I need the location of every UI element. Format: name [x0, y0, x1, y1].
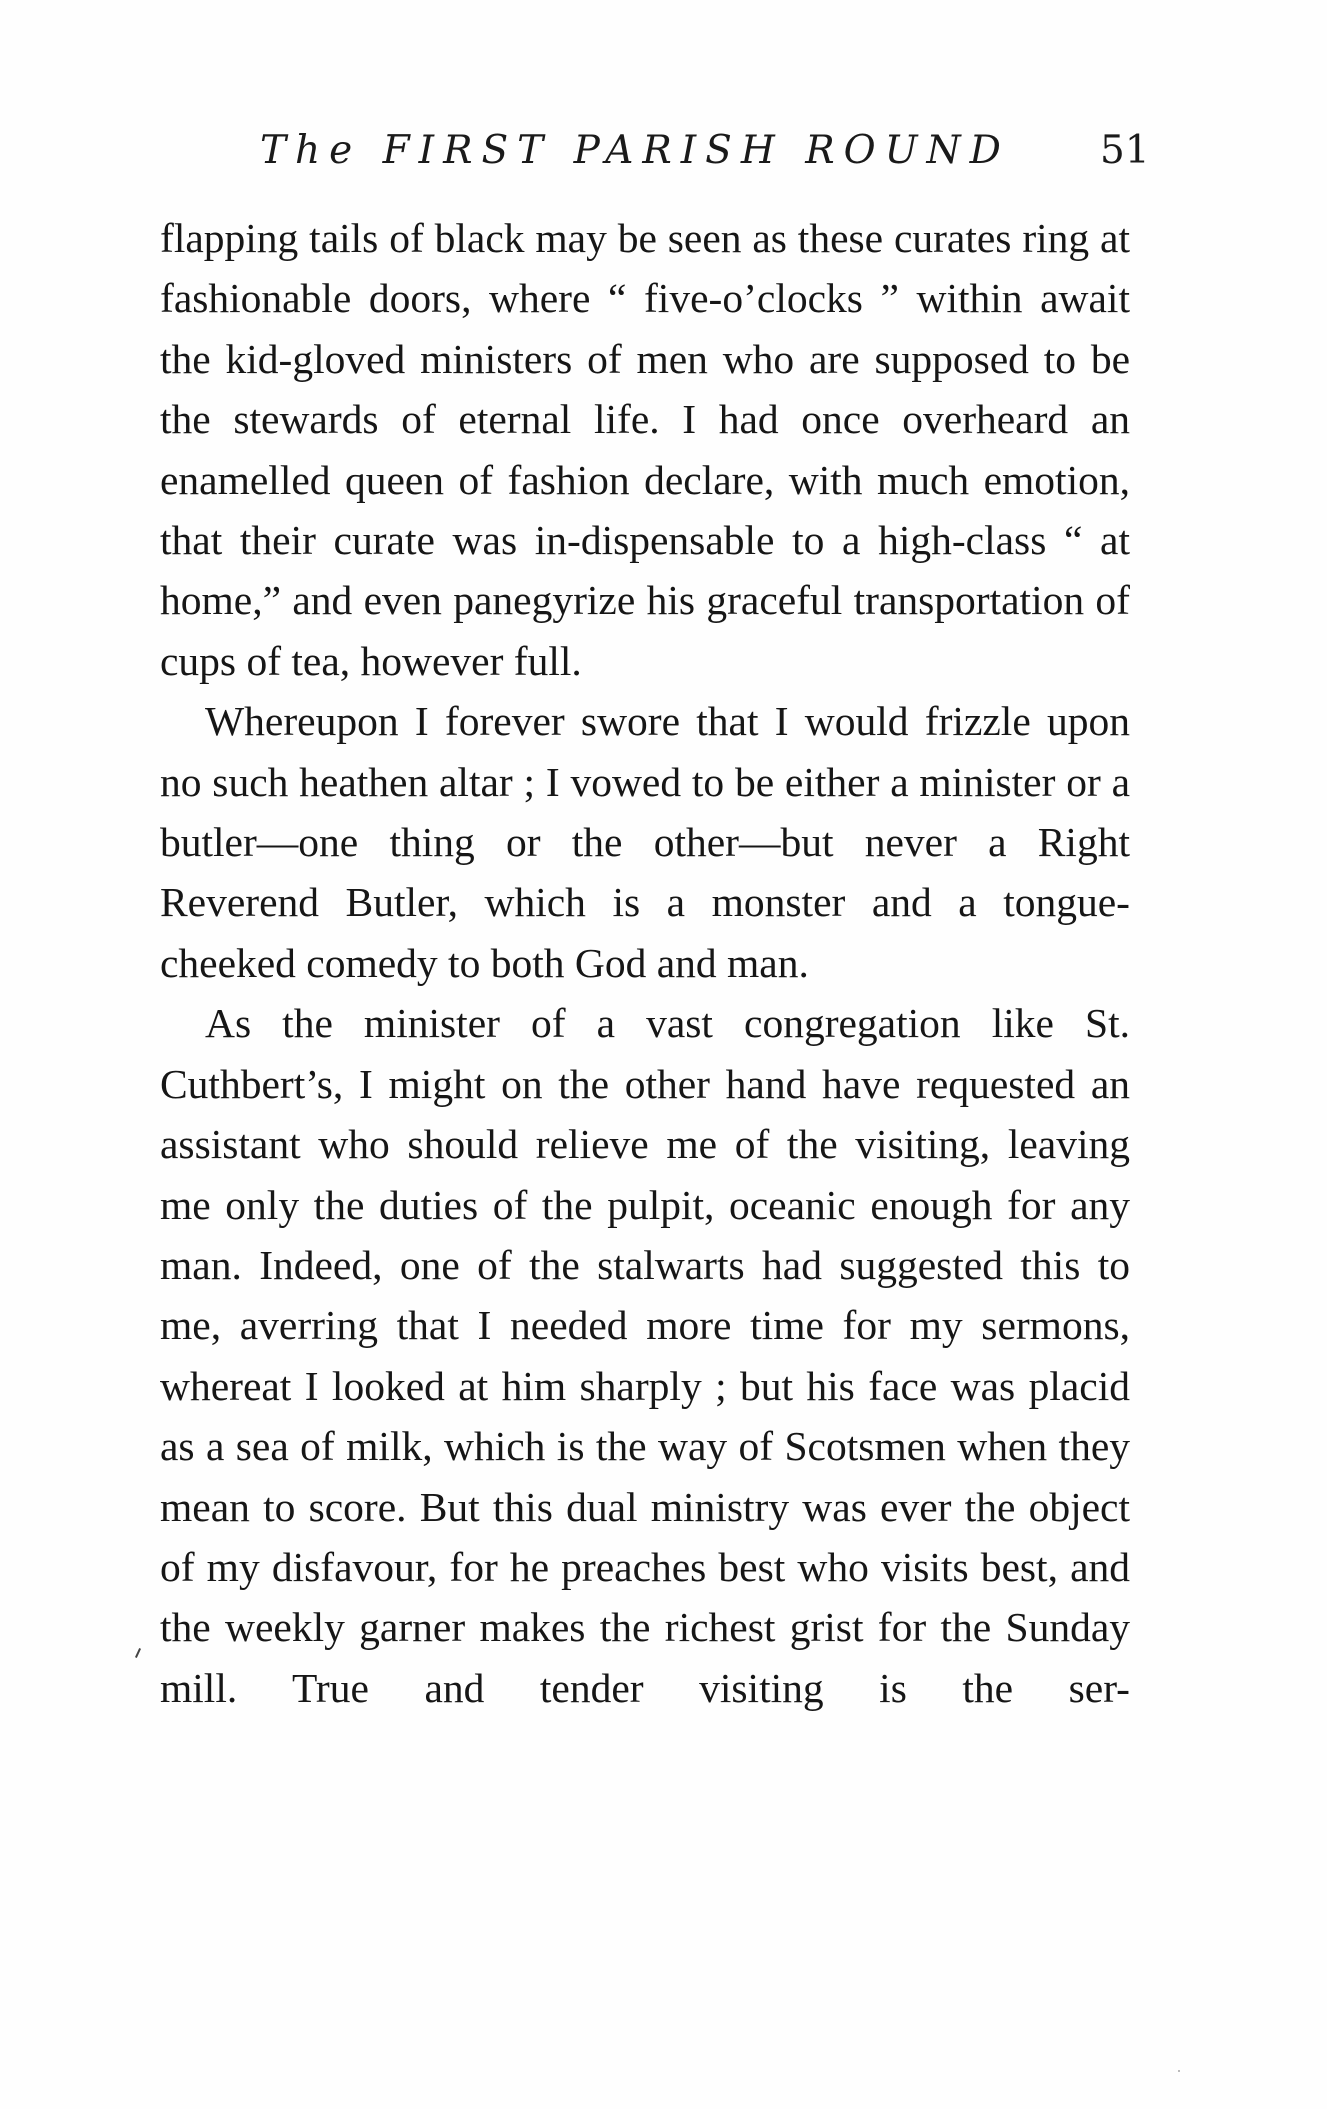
running-head-title: The FIRST PARISH ROUND: [260, 128, 1010, 173]
running-head: [230, 128, 1150, 188]
paragraph-whereupon: Whereupon I forever swore that I would frizzle upon no such heathen altar ; I vowed to be either a minister or a butler—one thing or the other—but never a Right Reverend Butler, which is a monster and a tongue-cheeked comedy to both God and man.: [160, 698, 1130, 986]
paragraph-continuation: flapping tails of black may be seen as these curates ring at fashionable doors, where “ five-o’clocks ” within await the kid-gloved ministers of men who are supposed to be the stewards of eternal life. I had once overheard an enamelled queen of fashion declare, with much emotion, that their curate was in-dispensable to a high-class “ at home,” and even panegyrize his graceful transportation of cups of tea, however full.: [160, 215, 1130, 684]
paper-speck: [1178, 2070, 1180, 2072]
body-text: [160, 208, 1130, 1718]
paragraph-minister: As the minister of a vast congregation like St. Cuthbert’s, I might on the other hand have requested an assistant who should relieve me of the visiting, leaving me only the duties of the pulpit, oceanic enough for any man. Indeed, one of the stalwarts had suggested this to me, averring that I needed more time for my sermons, whereat I looked at him sharply ; but his face was placid as a sea of milk, which is the way of Scotsmen when they mean to score. But this dual ministry was ever the object of my disfavour, for he preaches best who visits best, and the weekly garner makes the richest grist for the Sunday mill. True and tender visiting is the ser-: [160, 1000, 1130, 1711]
page-number: 51: [1100, 128, 1150, 173]
margin-pencil-mark: [135, 1648, 141, 1658]
